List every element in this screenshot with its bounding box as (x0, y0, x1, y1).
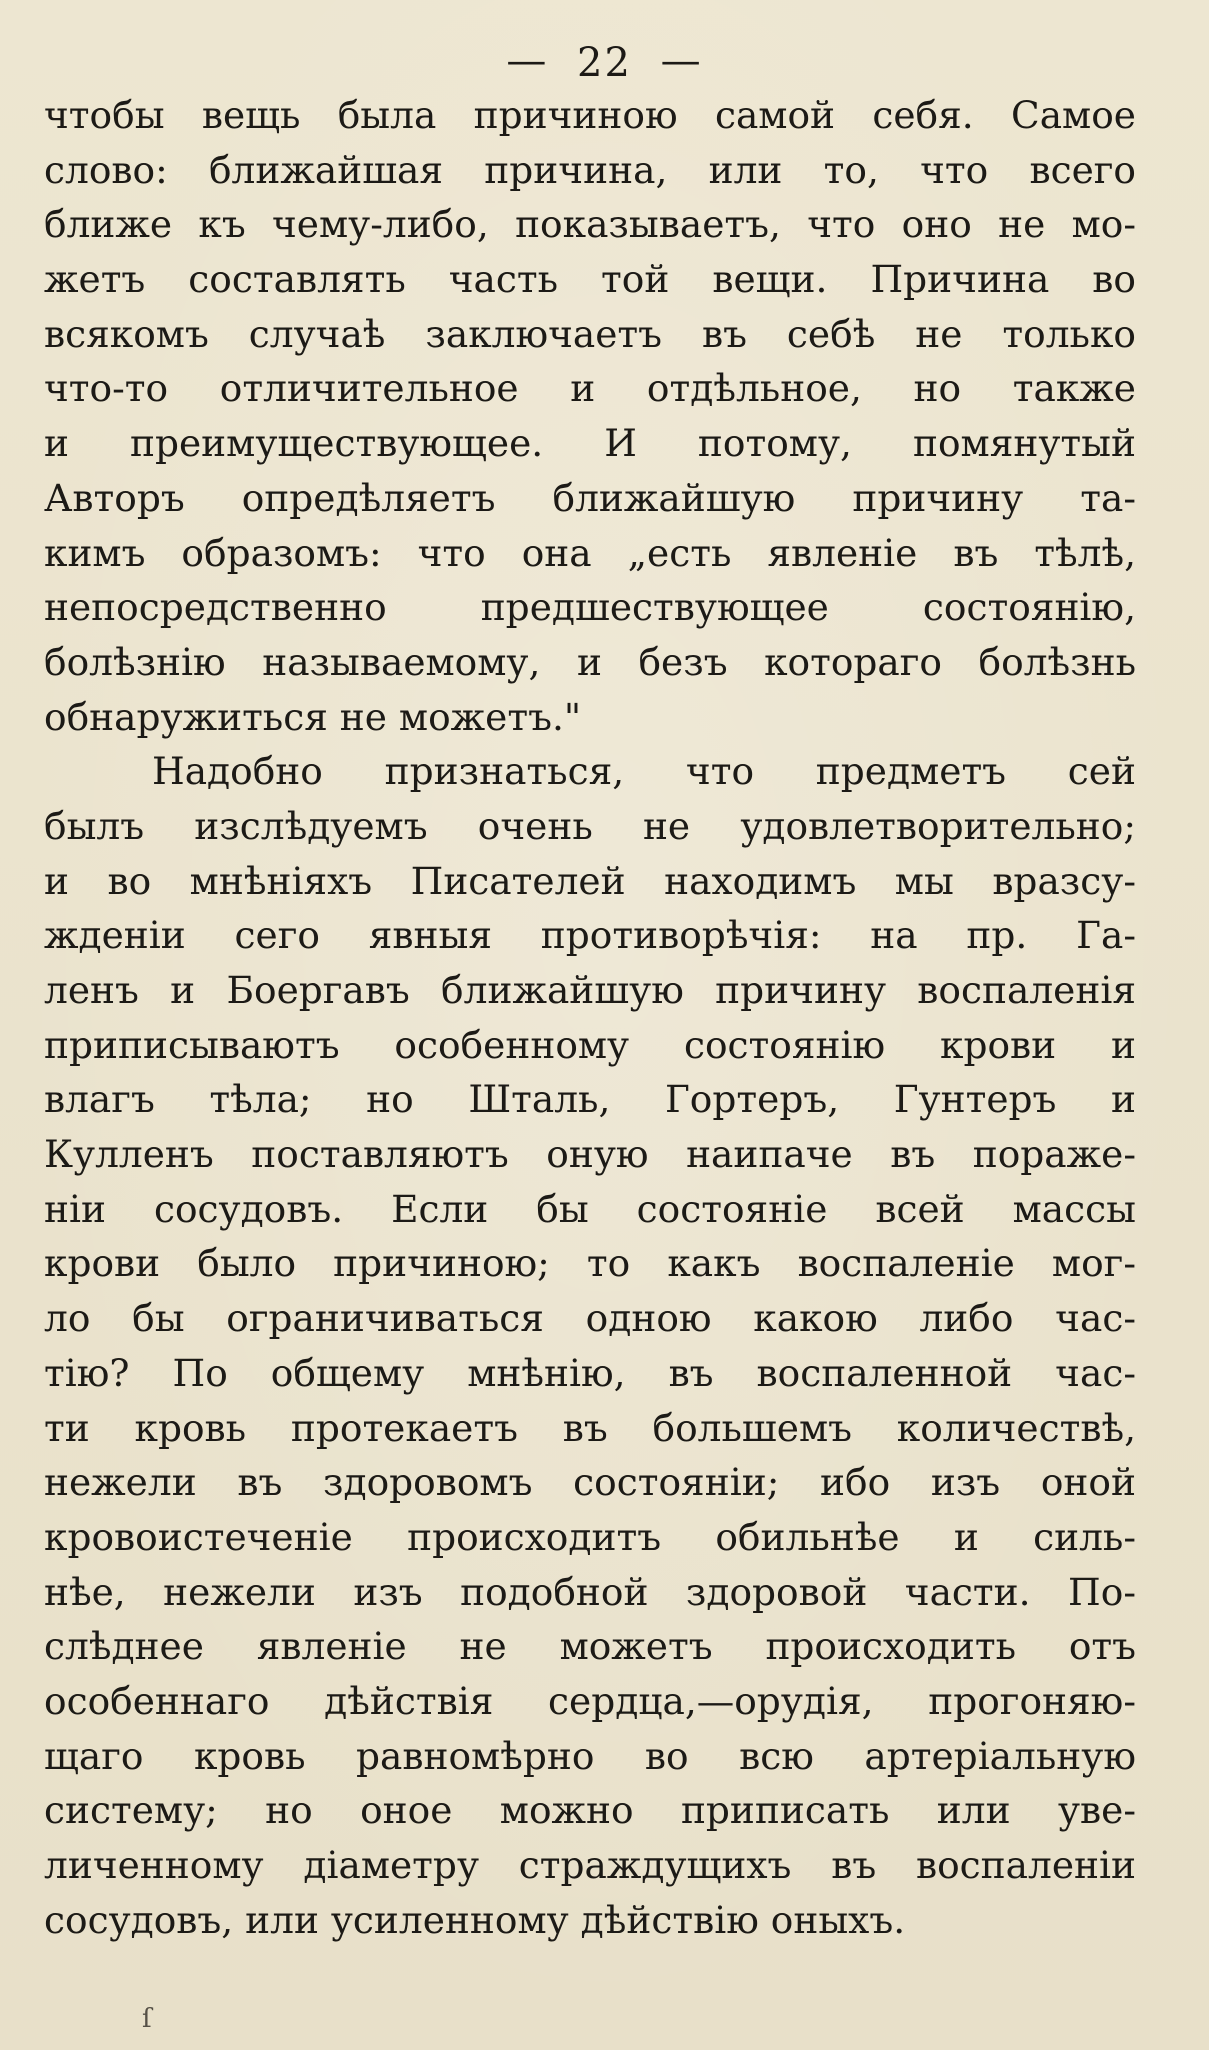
text-line: и во мнѣніяхъ Писателей находимъ мы вразсу- (44, 858, 1136, 903)
text-line: жденіи сего явныя противорѣчія: на пр. Га- (44, 913, 1136, 958)
text-line: ленъ и Боергавъ ближайшую причину воспаленія (44, 968, 1136, 1012)
text-line: жетъ составлять часть той вещи. Причина во (44, 257, 1136, 302)
text-line: обнаружиться не можетъ." (44, 694, 582, 739)
text-line: влагъ тѣла; но Шталь, Гортеръ, Гунтеръ и (44, 1077, 1136, 1122)
text-line: чтобы вещь была причиною самой себя. Самое (44, 93, 1136, 137)
text-line: ло бы ограничиваться одною какою либо час- (44, 1296, 1136, 1341)
text-line: кимъ образомъ: что она „есть явленіе въ тѣлѣ, (44, 530, 1136, 575)
header-dash-left: — (506, 38, 549, 84)
paragraph (44, 744, 1136, 1947)
text-line: щаго кровь равномѣрно во всю артеріальную (44, 1733, 1136, 1778)
text-line: сосудовъ, или усиленному дѣйствію оныхъ. (44, 1897, 906, 1942)
text-line: тію? По общему мнѣнію, въ воспаленной час- (44, 1350, 1136, 1395)
paragraph (44, 88, 1136, 744)
text-line: особеннаго дѣйствія сердца,—орудія, прогоняю- (44, 1678, 1136, 1723)
text-line: личенному діаметру страждущихъ въ воспаленіи (44, 1843, 1136, 1887)
body-text (44, 88, 1136, 1947)
text-line: систему; но оное можно приписать или уве- (44, 1788, 1136, 1833)
text-line: Надобно признаться, что предметъ сей (152, 749, 1136, 794)
text-line: болѣзнію называемому, и безъ котораго болѣзнь (44, 639, 1136, 684)
text-line: Кулленъ поставляютъ оную наипаче въ пораже- (44, 1132, 1136, 1177)
header-dash-right: — (660, 38, 703, 84)
text-line: ти кровь протекаетъ въ большемъ количествѣ, (44, 1405, 1136, 1450)
text-line: приписываютъ особенному состоянію крови и (44, 1022, 1136, 1067)
page-number: 22 (577, 40, 632, 86)
text-line: и преимуществующее. И потому, помянутый (44, 421, 1136, 466)
text-line: ближе къ чему-либо, показываетъ, что оно не мо- (44, 202, 1136, 247)
stray-mark: ſ (142, 2004, 152, 2034)
text-line: нѣе, нежели изъ подобной здоровой части. По- (44, 1569, 1136, 1614)
text-line: слѣднее явленіе не можетъ происходить отъ (44, 1624, 1136, 1669)
text-line: ніи сосудовъ. Если бы состояніе всей массы (44, 1186, 1136, 1231)
text-line: что-то отличительное и отдѣльное, но также (44, 366, 1136, 411)
text-line: былъ изслѣдуемъ очень не удовлетворительно; (44, 803, 1136, 848)
text-line: кровоистеченіе происходитъ обильнѣе и силь- (44, 1514, 1136, 1559)
text-line: непосредственно предшествующее состоянію, (44, 585, 1136, 630)
text-line: Авторъ опредѣляетъ ближайшую причину та- (44, 475, 1136, 520)
text-line: слово: ближайшая причина, или то, что всего (44, 147, 1136, 192)
page-header (0, 40, 1209, 86)
text-line: крови было причиною; то какъ воспаленіе мог- (44, 1241, 1136, 1286)
text-line: нежели въ здоровомъ состояніи; ибо изъ оной (44, 1460, 1136, 1505)
text-line: всякомъ случаѣ заключаетъ въ себѣ не только (44, 311, 1136, 356)
